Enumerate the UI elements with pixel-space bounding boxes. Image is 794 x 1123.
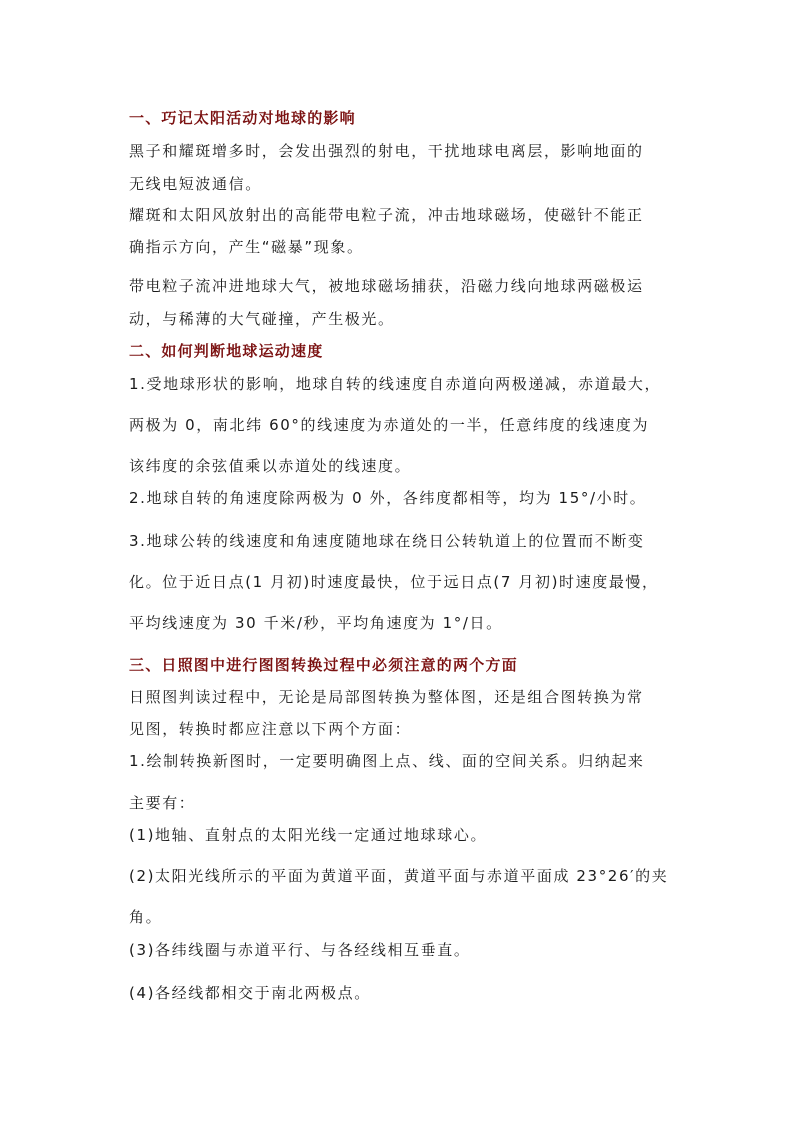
paragraph-line: 两极为 0，南北纬 60°的线速度为赤道处的一半，任意纬度的线速度为 [129,416,650,434]
paragraph-line: 无线电短波通信。 [129,175,262,193]
paragraph-line: 耀斑和太阳风放射出的高能带电粒子流，冲击地球磁场，使磁针不能正 [129,206,644,224]
paragraph-line: 该纬度的余弦值乘以赤道处的线速度。 [129,457,412,475]
paragraph-line: 日照图判读过程中，无论是局部图转换为整体图，还是组合图转换为常 [129,688,644,706]
paragraph-line: 角。 [129,908,163,926]
paragraph-line: 主要有： [129,794,196,812]
paragraph-line: (3)各纬线圈与赤道平行、与各经线相互垂直。 [129,941,471,959]
paragraph-line: 黑子和耀斑增多时，会发出强烈的射电，干扰地球电离层，影响地面的 [129,142,644,160]
paragraph-line: 见图，转换时都应注意以下两个方面： [129,720,412,738]
section-1-heading: 一、巧记太阳活动对地球的影响 [129,109,356,127]
paragraph-line: 平均线速度为 30 千米/秒，平均角速度为 1°/日。 [129,614,503,632]
paragraph-line: 带电粒子流冲进地球大气，被地球磁场捕获，沿磁力线向地球两磁极运 [129,277,644,295]
section-3-heading: 三、日照图中进行图图转换过程中必须注意的两个方面 [129,656,518,674]
section-2-heading: 二、如何判断地球运动速度 [129,342,324,360]
paragraph-line: 动，与稀薄的大气碰撞，产生极光。 [129,310,395,328]
paragraph-line: 3.地球公转的线速度和角速度随地球在绕日公转轨道上的位置而不断变 [129,532,645,550]
paragraph-line: (4)各经线都相交于南北两极点。 [129,984,371,1002]
paragraph-line: (2)太阳光线所示的平面为黄道平面，黄道平面与赤道平面成 23°26′的夹 [129,867,669,885]
paragraph-line: 确指示方向，产生“磁暴”现象。 [129,238,364,256]
paragraph-line: 化。位于近日点(1 月初)时速度最快，位于远日点(7 月初)时速度最慢， [129,573,659,591]
paragraph-line: (1)地轴、直射点的太阳光线一定通过地球球心。 [129,826,488,844]
paragraph-line: 1.绘制转换新图时，一定要明确图上点、线、面的空间关系。归纳起来 [129,752,645,770]
paragraph-line: 2.地球自转的角速度除两极为 0 外，各纬度都相等，均为 15°/小时。 [129,489,647,507]
paragraph-line: 1.受地球形状的影响，地球自转的线速度自赤道向两极递减，赤道最大， [129,375,662,393]
